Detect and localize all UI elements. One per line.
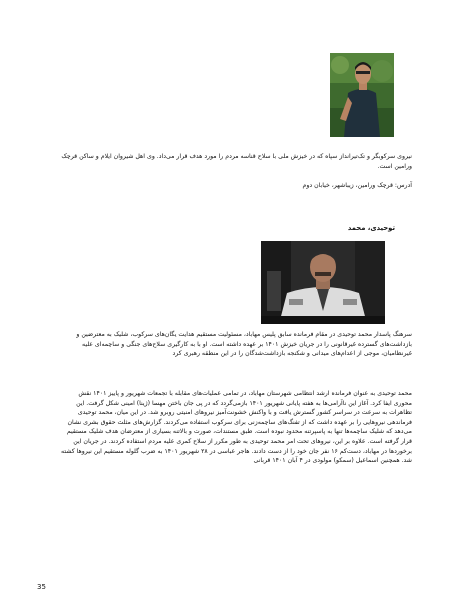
page-number: 35 <box>37 583 46 591</box>
entry-1-address: آدرس: قرچک ورامین، زیباشهر، خیابان دوم <box>302 182 412 189</box>
portrait-photo-1 <box>330 53 394 137</box>
portrait-photo-2 <box>261 241 385 324</box>
entry-1-description: نیروی سرکوبگر و تک‌تیرانداز سپاه که در خیزش ملی با سلاح قناسه مردم را مورد هدف قرار می‌داد. وی اهل شیروان ایلام و ساکن قرچک ورامین است. <box>61 153 412 170</box>
portrait-photo-1-image <box>330 53 394 137</box>
entry-2-paragraph-1: سرهنگ پاسدار محمد توحیدی در مقام فرمانده سابق پلیس مهاباد، مسئولیت مستقیم هدایت یگان‌های سرکوب، شلیک به معترضین و بازداشت‌های گسترده غیرقانونی را در جریان خیزش ۱۴۰۱ بر عهده داشته است. او با به کارگیری سلاح‌های جنگی و ساچمه‌ای علیه غیرنظامیان، موجی از اعدام‌های میدانی و شکنجه بازداشت‌شدگان را در این منطقه رهبری کرد <box>76 331 412 358</box>
entry-2-paragraph-2: محمد توحیدی به عنوان فرمانده ارشد انتظامی شهرستان مهاباد، در تمامی عملیات‌های مقابله با تجمعات شهریور و پاییز ۱۴۰۱ نقش محوری ایفا کرد. آغاز این ناآرامی‌ها به هفته پایانی شهریور ۱۴۰۱ بازمی‌گردد که در پی جان باختن مهسا (ژینا) امینی شکل گرفت. این تظاهرات به سرعت در سراسر کشور گسترش یافت و با واکنش خشونت‌آمیز نیروهای امنیتی روبرو شد. در این میان، محمد توحیدی فرماندهی نیروهایی را بر عهده داشت که از تفنگ‌های ساچمه‌زنی برای سرکوب استفاده می‌کردند. گزارش‌های مثلث حقوق بشری نشان می‌دهد که شلیک ساچمه‌ها تنها به پاسپرتنه محدود نبوده است. طبق مستندات، صورت و بالاتنه بسیاری از معترضان هدف شلیک مستقیم قرار گرفته است. علاوه بر این، نیروهای تحت امر محمد توحیدی به طور مکرر از سلاح کمری علیه مردم استفاده کردند. در جریان این برخوردها در مهاباد، دست‌کم ۱۶ نفر جان خود را از دست دادند. هاجر عباسی در ۲۸ شهریور ۱۴۰۱ به ضرب گلوله مستقیم این نیروها کشته شد. همچنین اسماعیل (سمکو) مولودی در ۴ آبان ۱۴۰۱ قربانی <box>61 390 412 465</box>
entry-2-name-heading: توحیدی، محمد <box>347 224 395 232</box>
portrait-photo-2-image <box>261 241 385 324</box>
